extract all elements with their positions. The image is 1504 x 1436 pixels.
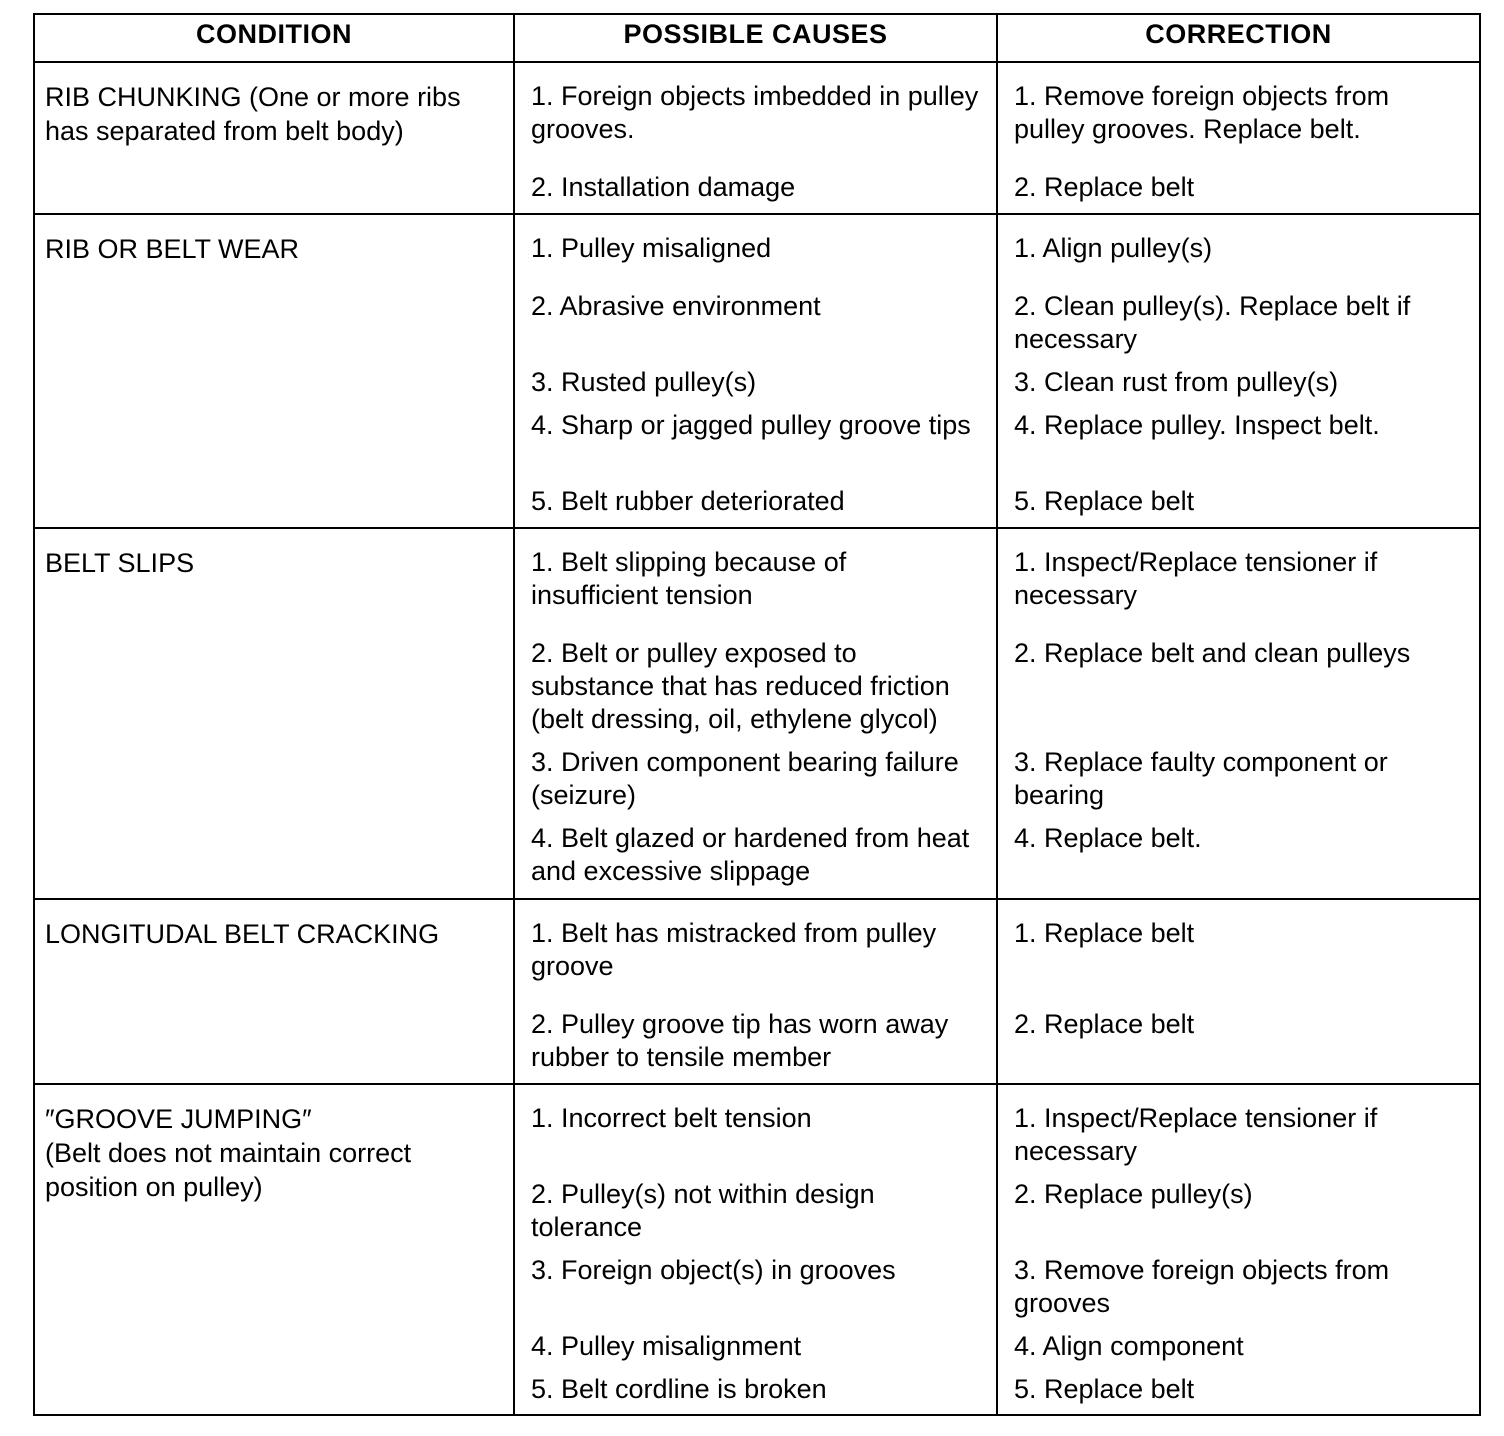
correction-item: 1. Inspect/Replace tensioner if necessary [1014,1103,1378,1166]
cause-item: 2. Pulley groove tip has worn away rubber to tensile member [531,1009,949,1072]
correction-item: 4. Replace belt. [1014,823,1202,853]
correction-item: 1. Replace belt [1014,918,1195,948]
corrections-cell [997,62,1480,214]
correction-item: 3. Remove foreign objects from grooves [1014,1255,1390,1318]
corrections-cell [997,528,1480,899]
correction-item: 2. Replace belt [1014,172,1195,202]
header-row [34,14,1480,62]
table-row [34,62,1480,214]
condition-cell [34,1084,514,1415]
condition-text: (Belt does not maintain correct position on pulley) [45,1138,412,1202]
header-possible-causes: POSSIBLE CAUSES [514,14,997,62]
corrections-cell [997,214,1480,528]
cause-item: 2. Installation damage [531,172,796,202]
correction-item: 1. Remove foreign objects from pulley grooves. Replace belt. [1014,81,1390,144]
cause-item: 1. Belt slipping because of insufficient tension [531,547,847,610]
table-row [34,528,1480,899]
cause-item: 2. Belt or pulley exposed to substance that has reduced friction (belt dressing, oil, ethylene glycol) [531,638,950,734]
table-row [34,1084,1480,1415]
cause-item: 3. Foreign object(s) in grooves [531,1255,896,1285]
cause-item: 4. Sharp or jagged pulley groove tips [531,410,971,440]
condition-text: RIB CHUNKING (One or more ribs has separated from belt body) [45,82,461,146]
correction-item: 1. Inspect/Replace tensioner if necessary [1014,547,1378,610]
correction-item: 5. Replace belt [1014,1374,1195,1404]
corrections-cell [997,899,1480,1084]
cause-item: 2. Abrasive environment [531,291,821,321]
cause-item: 5. Belt rubber deteriorated [531,486,845,516]
cause-item: 3. Driven component bearing failure (seizure) [531,747,959,810]
condition-cell [34,899,514,1084]
condition-text: ″GROOVE JUMPING″ [45,1104,312,1134]
cause-item: 1. Foreign objects imbedded in pulley grooves. [531,81,979,144]
table-row [34,899,1480,1084]
correction-item: 2. Clean pulley(s). Replace belt if necessary [1014,291,1411,354]
correction-item: 3. Replace faulty component or bearing [1014,747,1388,810]
cause-item: 1. Pulley misaligned [531,233,772,263]
correction-item: 2. Replace belt and clean pulleys [1014,638,1411,668]
cause-item: 3. Rusted pulley(s) [531,367,757,397]
correction-item: 2. Replace belt [1014,1009,1195,1039]
correction-item: 1. Align pulley(s) [1014,233,1213,263]
causes-cell [514,528,997,899]
condition-cell [34,62,514,214]
condition-text: LONGITUDAL BELT CRACKING [45,919,440,949]
correction-item: 3. Clean rust from pulley(s) [1014,367,1339,397]
cause-item: 2. Pulley(s) not within design tolerance [531,1179,875,1242]
correction-item: 4. Replace pulley. Inspect belt. [1014,410,1380,440]
causes-cell [514,62,997,214]
diagnosis-table [33,13,1481,1416]
cause-item: 5. Belt cordline is broken [531,1374,827,1404]
cause-item: 1. Belt has mistracked from pulley groove [531,918,937,981]
correction-item: 5. Replace belt [1014,486,1195,516]
corrections-cell [997,1084,1480,1415]
condition-text: BELT SLIPS [45,548,195,578]
correction-item: 4. Align component [1014,1331,1244,1361]
causes-cell [514,899,997,1084]
cause-item: 4. Pulley misalignment [531,1331,802,1361]
cause-item: 4. Belt glazed or hardened from heat and excessive slippage [531,823,970,886]
table-row [34,214,1480,528]
cause-item: 1. Incorrect belt tension [531,1103,812,1133]
condition-text: RIB OR BELT WEAR [45,234,300,264]
header-condition: CONDITION [34,14,514,62]
causes-cell [514,1084,997,1415]
condition-cell [34,214,514,528]
condition-cell [34,528,514,899]
causes-cell [514,214,997,528]
correction-item: 2. Replace pulley(s) [1014,1179,1253,1209]
header-correction: CORRECTION [997,14,1480,62]
